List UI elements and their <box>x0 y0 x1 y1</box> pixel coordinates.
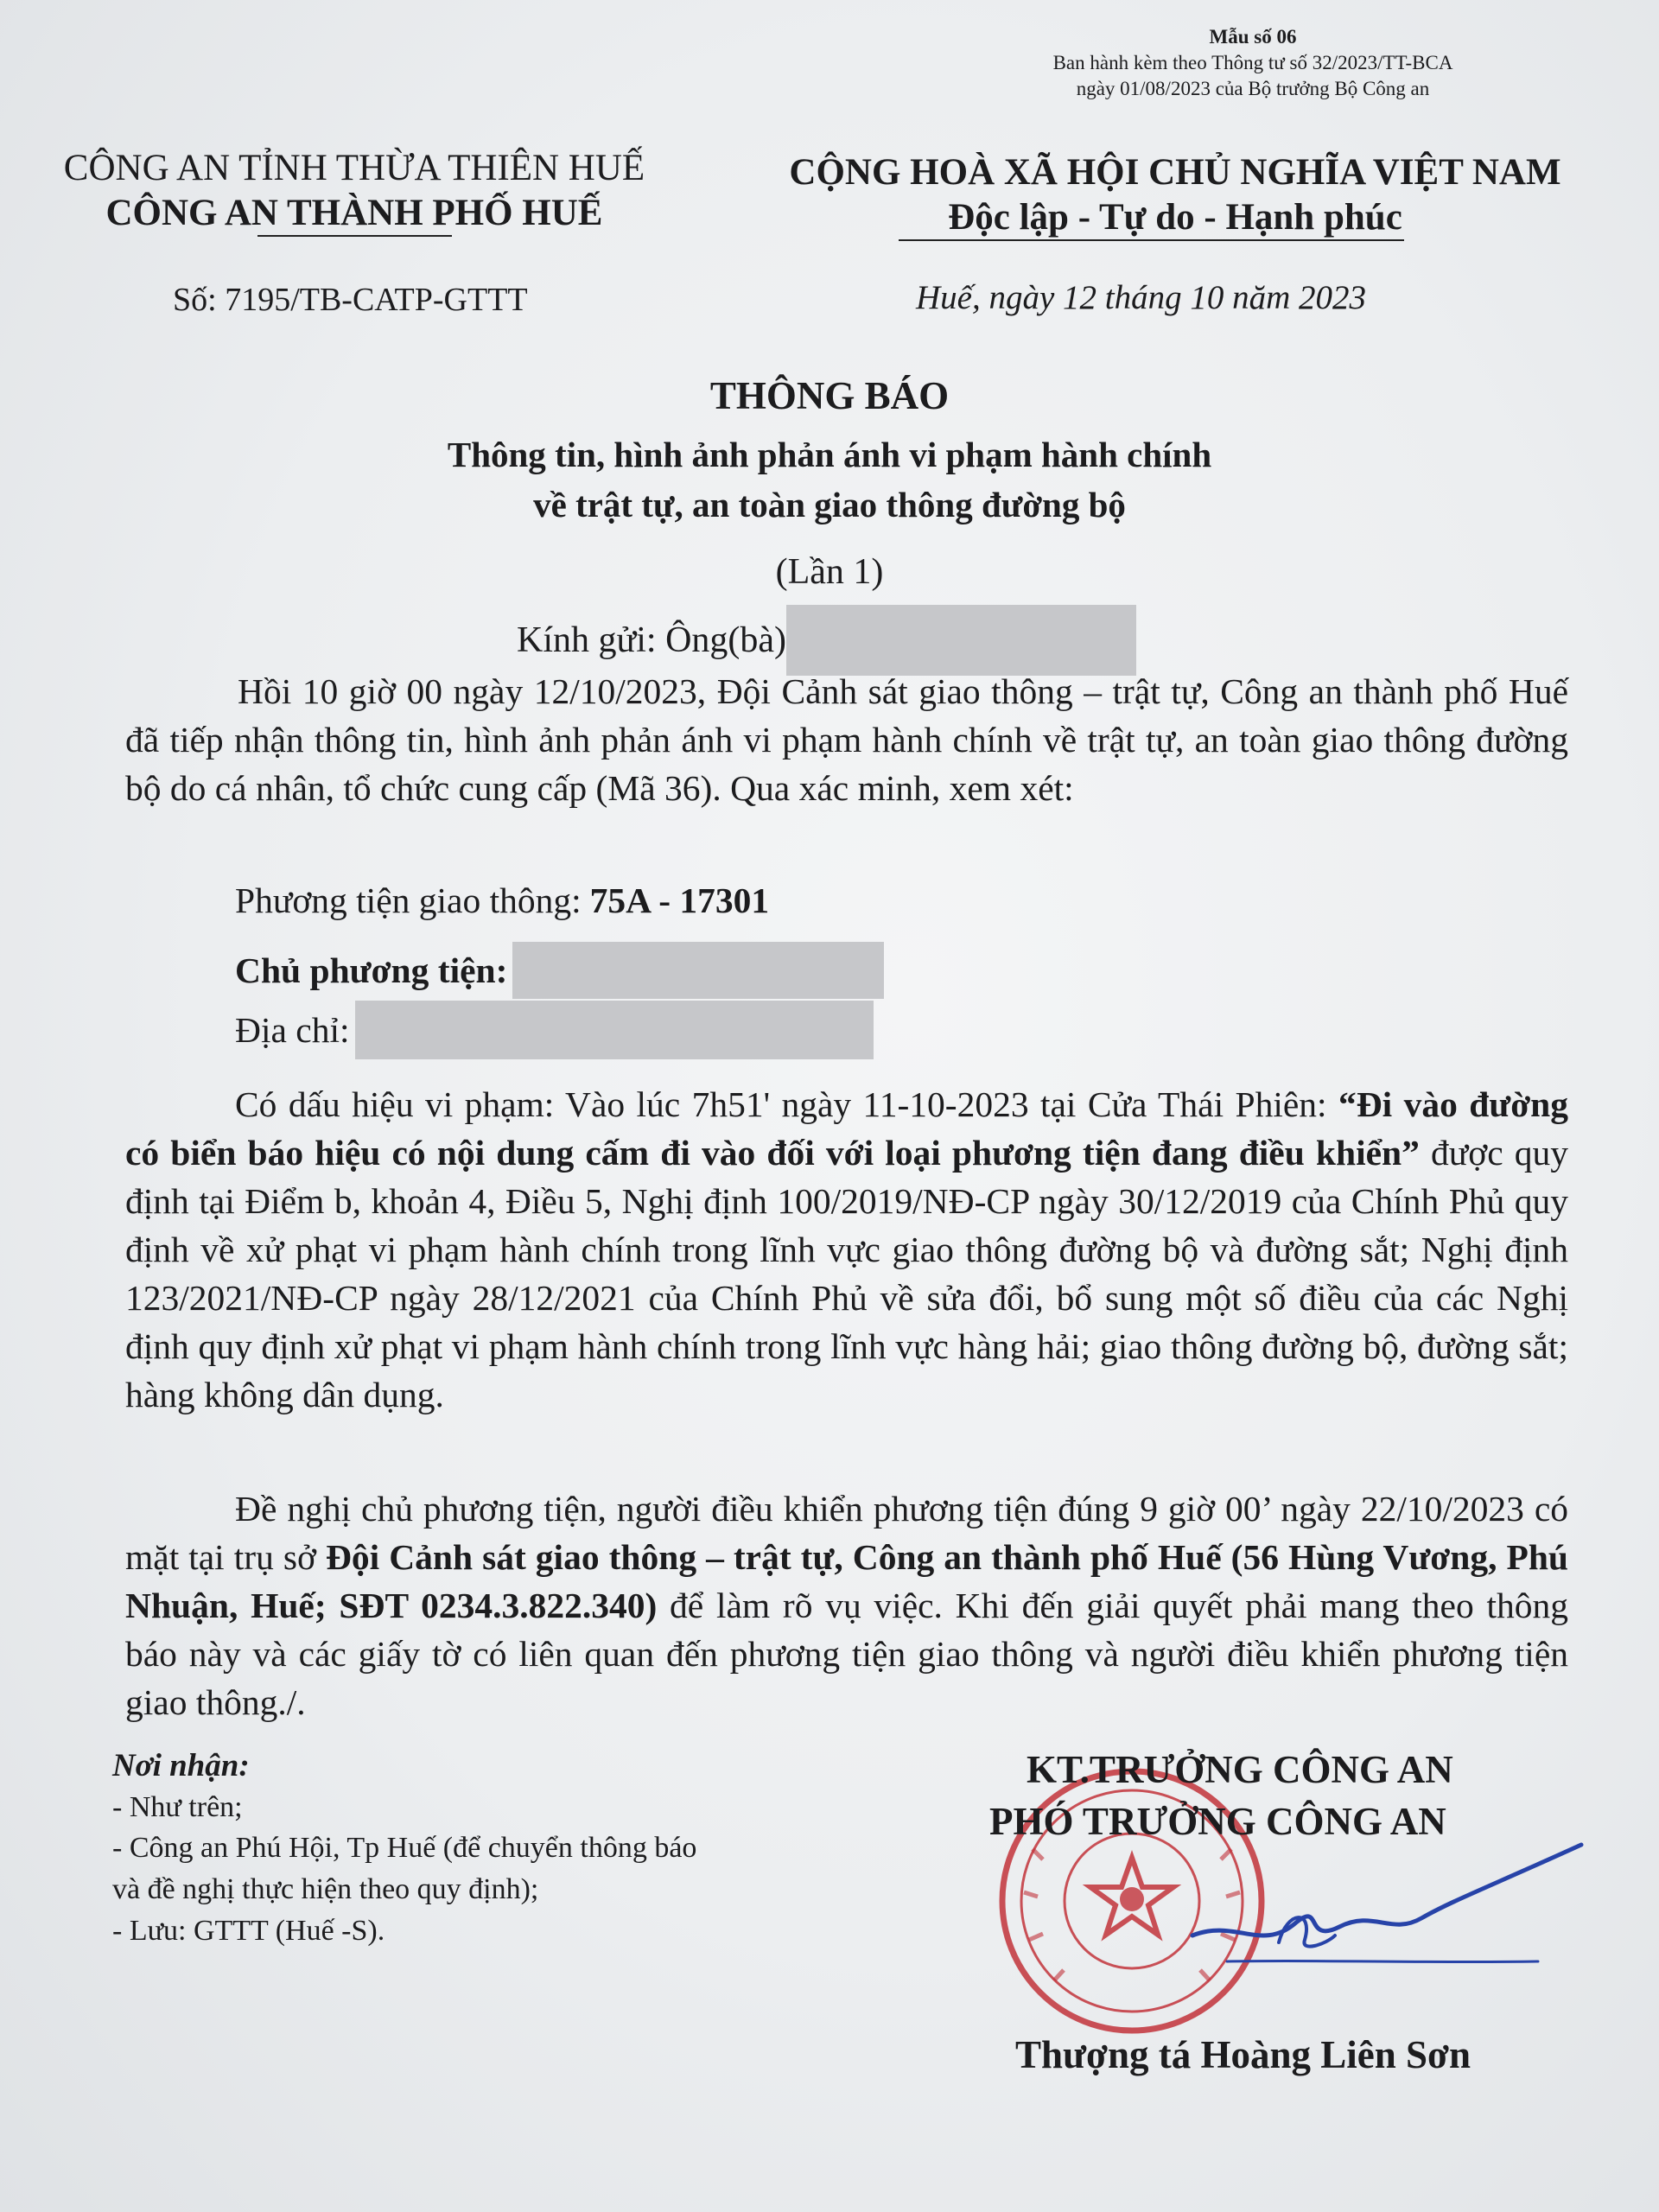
redacted-address <box>355 1001 874 1059</box>
signature-title-1: KT.TRƯỞNG CÔNG AN <box>1027 1748 1453 1791</box>
paragraph-intro: Hồi 10 giờ 00 ngày 12/10/2023, Đội Cảnh sát giao thông – trật tự, Công an thành phố Huế đã tiếp nhận thông tin, hình ảnh phản ánh vi phạm hành chính về trật tự, an toàn giao thông đường bộ do cá nhân, tổ chức cung cấp (Mã 36). Qua xác minh, xem xét: <box>125 671 1568 808</box>
nation-title: CỘNG HOÀ XÃ HỘI CHỦ NGHĨA VIỆT NAM <box>789 152 1561 193</box>
recipient-item: - Công an Phú Hội, Tp Huế (để chuyển thông báo <box>112 1832 697 1864</box>
violation-legal-basis: được quy định tại Điểm b, khoản 4, Điều 5, Nghị định 100/2019/NĐ-CP ngày 30/12/2019 của Chính Phủ quy định về xử phạt vi phạm hành chính trong lĩnh vực giao thông đường bộ và đường sắt; Nghị định 123/2021/NĐ-CP ngày 28/12/2021 của Chính Phủ về sửa đổi, bổ sung một số điều của các Nghị định quy định xử phạt vi phạm hành chính trong lĩnh vực hàng hải; giao thông đường bộ, đường sắt; hàng không dân dụng. <box>125 1133 1568 1414</box>
recipient-item: - Lưu: GTTT (Huế -S). <box>112 1915 385 1947</box>
addressee <box>517 605 1136 676</box>
nation-motto: Độc lập - Tự do - Hạnh phúc <box>948 197 1402 238</box>
document-subtitle-1: Thông tin, hình ảnh phản ánh vi phạm hành chính <box>447 435 1212 474</box>
addressee-label: Kính gửi: Ông(bà) <box>517 620 787 660</box>
agency-underline <box>257 235 452 237</box>
redacted-owner <box>512 942 884 999</box>
form-issued-line1: Ban hành kèm theo Thông tư số 32/2023/TT-BCA <box>1052 52 1453 73</box>
vehicle-label: Phương tiện giao thông: <box>235 880 582 920</box>
request-intro: Đề nghị chủ phương tiện, người điều khiển phương tiện đúng 9 giờ 00’ ngày 22/10/2023 có mặt tại trụ sở <box>125 1489 1568 1577</box>
violation-intro: Có dấu hiệu vi phạm: Vào lúc 7h51' ngày 11-10-2023 tại Cửa Thái Phiên: <box>235 1084 1338 1124</box>
handwritten-signature <box>1175 1840 1590 1979</box>
violation-description: “Đi vào đường có biển báo hiệu có nội dung cấm đi vào đối với loại phương tiện đang điều khiển” <box>125 1084 1568 1173</box>
owner-label: Chủ phương tiện: <box>235 950 508 990</box>
vehicle-plate: 75A - 17301 <box>589 880 770 920</box>
request-instructions: để làm rõ vụ việc. Khi đến giải quyết phải mang theo thông báo này và các giấy tờ có liên quan đến phương tiện giao thông và người điều khiển phương tiện giao thông./. <box>125 1586 1568 1722</box>
paragraph-violation <box>125 1080 1568 1419</box>
document-date: Huế, ngày 12 tháng 10 năm 2023 <box>916 279 1367 316</box>
paragraph-request <box>125 1484 1568 1726</box>
form-number: Mẫu số 06 <box>1209 26 1297 48</box>
document-title: THÔNG BÁO <box>709 374 950 417</box>
signer-name: Thượng tá Hoàng Liên Sơn <box>1015 2033 1471 2076</box>
document-number: Số: 7195/TB-CATP-GTTT <box>173 282 528 318</box>
agency-name: CÔNG AN THÀNH PHỐ HUẾ <box>105 193 603 233</box>
document-subtitle-2: về trật tự, an toàn giao thông đường bộ <box>533 485 1126 524</box>
redacted-addressee <box>786 605 1136 676</box>
attempt-number: (Lần 1) <box>775 552 884 592</box>
agency-parent: CÔNG AN TỈNH THỪA THIÊN HUẾ <box>63 148 645 188</box>
vehicle-field <box>235 880 769 921</box>
recipient-item: - Như trên; <box>112 1791 243 1823</box>
signature-title-2: PHÓ TRƯỞNG CÔNG AN <box>989 1800 1446 1843</box>
address-field <box>235 1001 874 1059</box>
recipients-heading: Nơi nhận: <box>112 1748 250 1783</box>
form-number-block <box>976 24 1529 102</box>
form-issued-line2: ngày 01/08/2023 của Bộ trưởng Bộ Công an <box>1076 78 1430 99</box>
nation-underline <box>899 239 1404 241</box>
owner-field <box>235 942 884 999</box>
address-label: Địa chỉ: <box>235 1010 350 1050</box>
request-office: Đội Cảnh sát giao thông – trật tự, Công an thành phố Huế (56 Hùng Vương, Phú Nhuận, Huế; SĐT 0234.3.822.340) <box>125 1537 1569 1625</box>
recipient-item: và đề nghị thực hiện theo quy định); <box>112 1873 539 1905</box>
